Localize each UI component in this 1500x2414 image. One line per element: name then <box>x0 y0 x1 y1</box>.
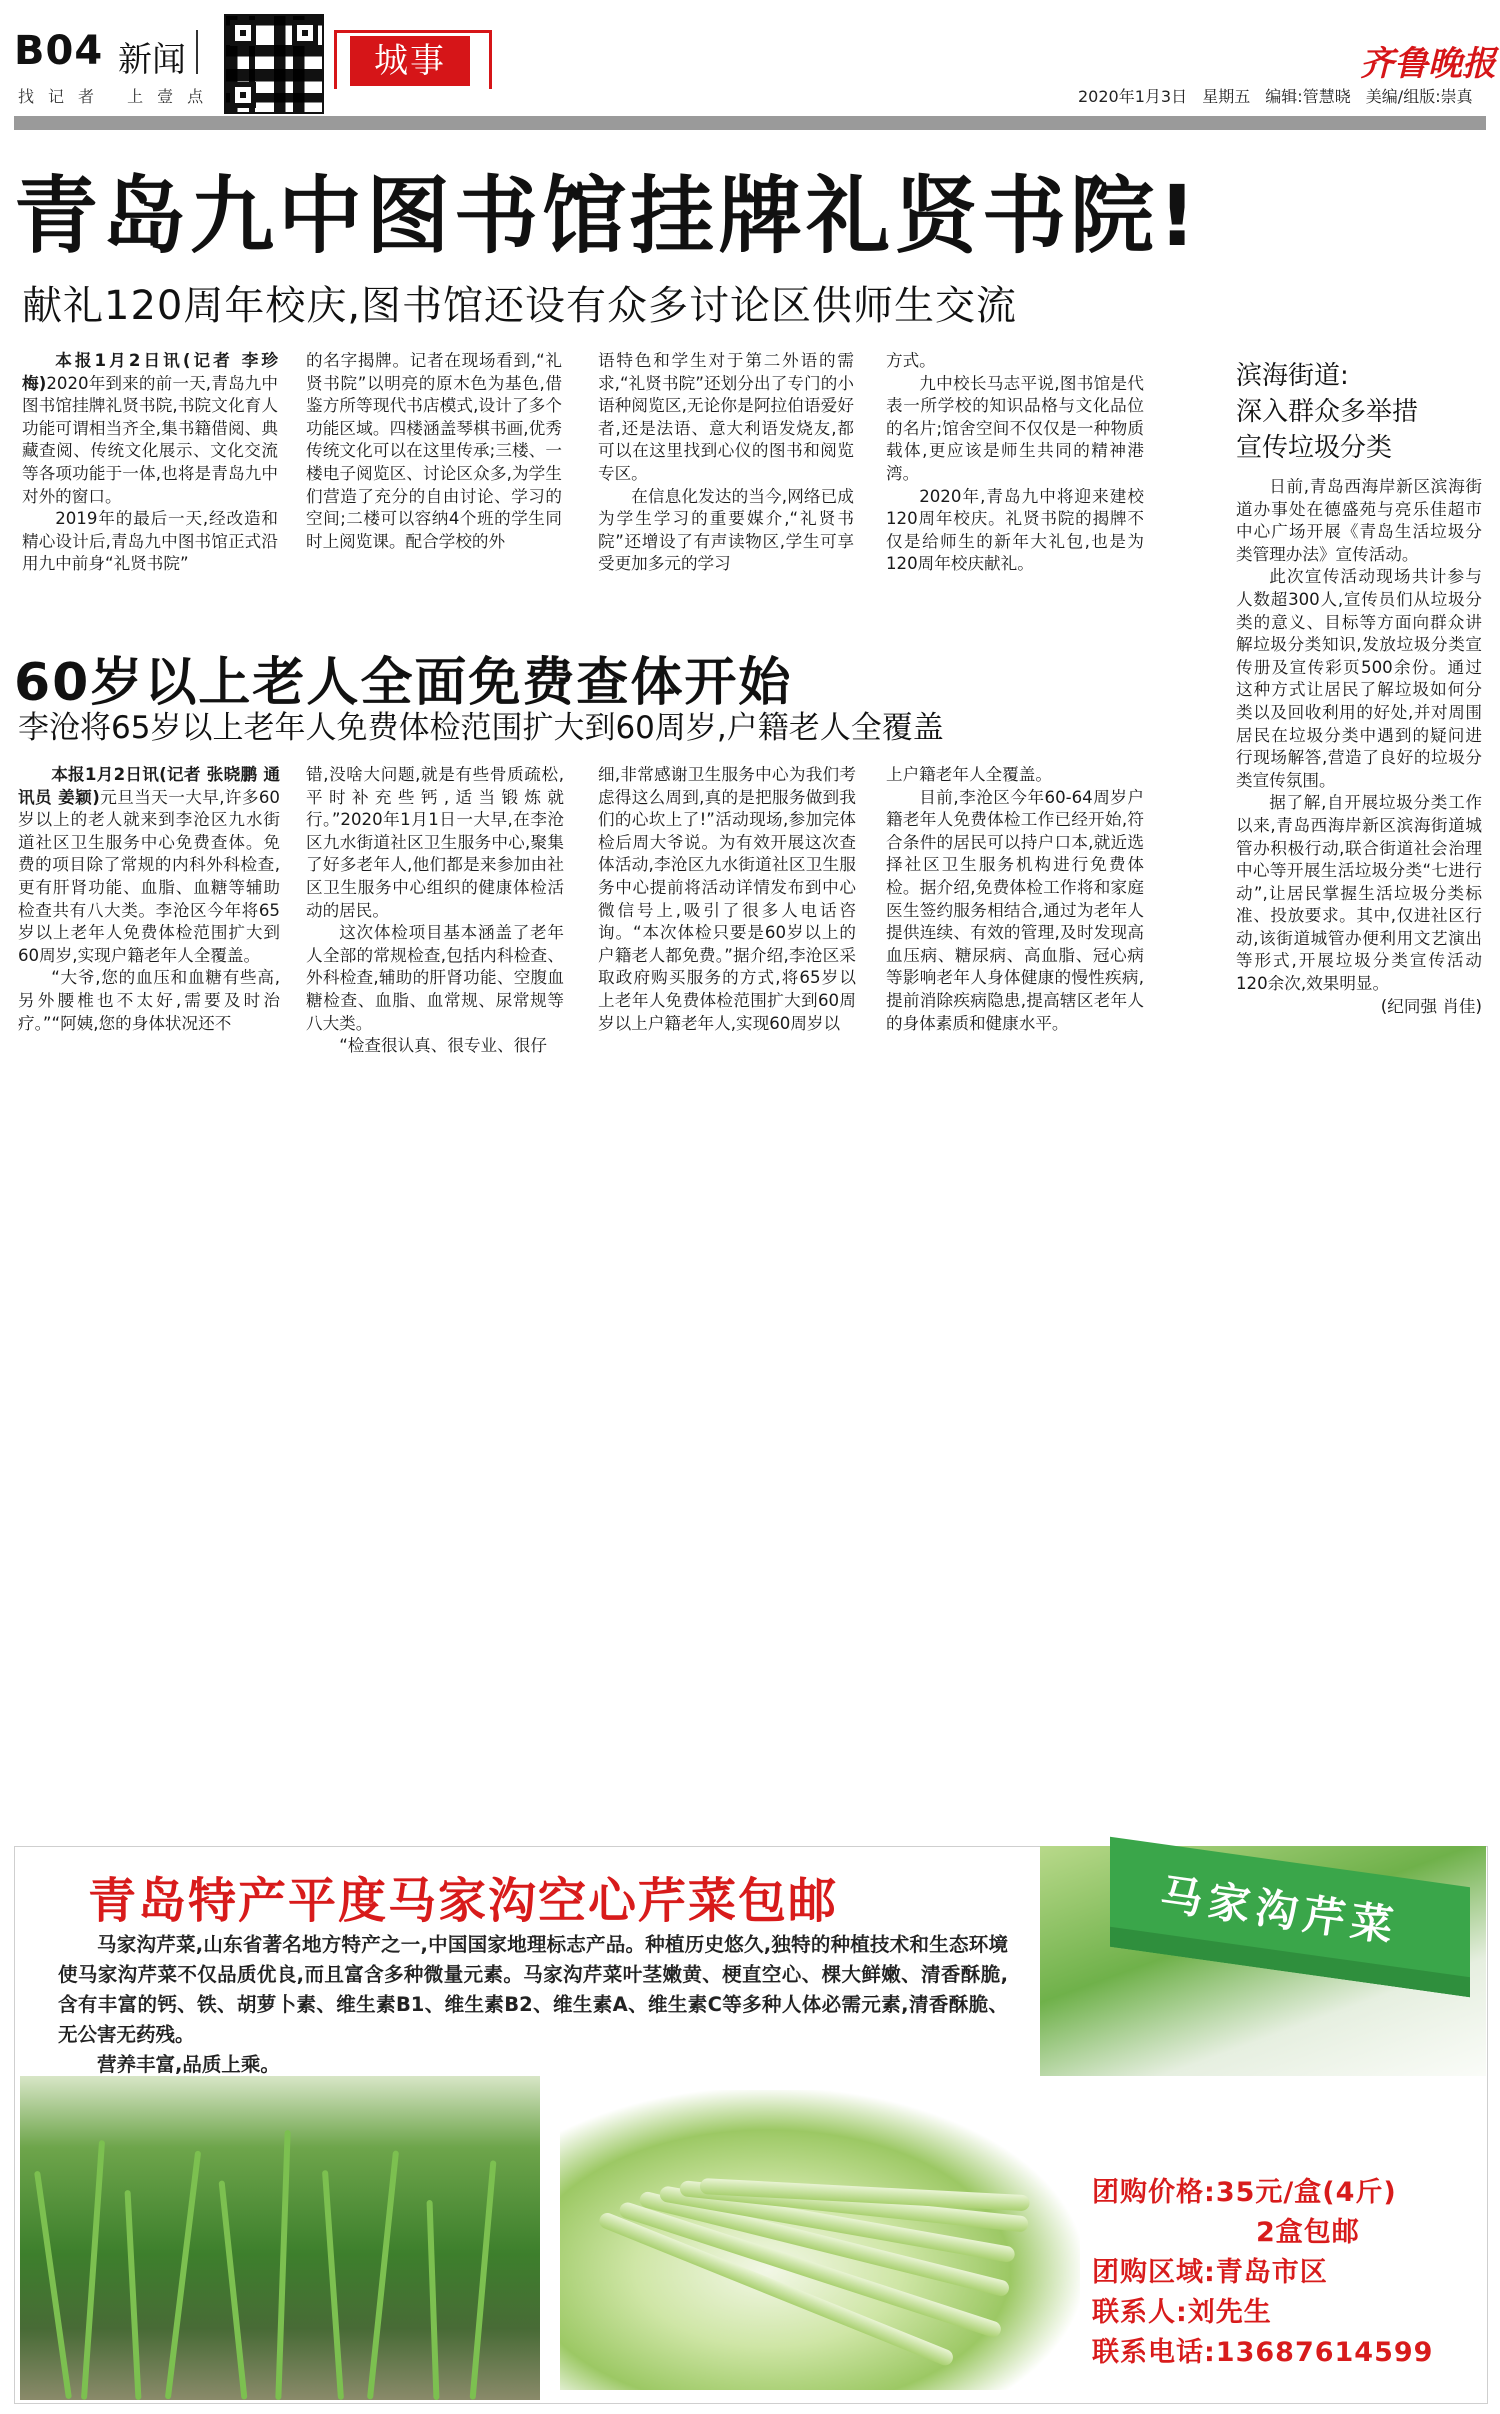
ad-phone: 联系电话:13687614599 <box>1092 2337 1434 2368</box>
article2-column-4 <box>886 764 1144 1035</box>
article1-text: 语特色和学生对于第二外语的需求,“礼贤书院”还划分出了专门的小语种阅览区,无论你是阿拉伯语爱好者,还是法语、意大利语发烧友,都可以在这里找到心仪的图书和阅览专区。 <box>598 351 854 483</box>
article2-column-3 <box>598 764 856 1035</box>
sidebar-text: 此次宣传活动现场共计参与人数超300人,宣传员们从垃圾分类的意义、目标等方面向群众讲解垃圾分类知识,发放垃圾分类宣传册及宣传彩页500余份。通过这种方式让居民了解垃圾如何分类以及回收利用的好处,并对周围居民在垃圾分类中遇到的疑问进行现场解答,营造了良好的垃圾分类宣传氛围。 <box>1236 567 1482 790</box>
header-rule <box>14 116 1486 130</box>
sidebar-headline-line: 深入群众多举措 <box>1236 397 1419 427</box>
ad-shipping: 2盒包邮 <box>1256 2217 1360 2248</box>
article1-text: 2020年到来的前一天,青岛九中图书馆挂牌礼贤书院,书院文化育人功能可谓相当齐全,集书籍借阅、典藏查阅、传统文化展示、文化交流等各项功能于一体,也将是青岛九中对外的窗口。 <box>22 373 278 506</box>
article2-text: “检查很认真、很专业、很仔 <box>339 1036 547 1056</box>
article1-text: 九中校长马志平说,图书馆是代表一所学校的知识品格与文化品位的名片;馆舍空间不仅仅是一种物质载体,更应该是师生共同的精神港湾。 <box>886 373 1144 483</box>
article1-text: 2020年,青岛九中将迎来建校120周年校庆。礼贤书院的揭牌不仅是给师生的新年大礼包,也是为120周年校庆献礼。 <box>886 486 1144 574</box>
ad-body <box>58 1930 1008 2080</box>
article1-column-3 <box>598 350 854 576</box>
article1-column-2 <box>306 350 562 553</box>
ad-contact: 联系人:刘先生 <box>1092 2297 1272 2328</box>
article2-headline: 60岁以上老人全面免费查体开始 <box>14 653 793 713</box>
sidebar-credit: (纪同强 肖佳) <box>1380 996 1482 1016</box>
sidebar-headline-line: 滨海街道: <box>1236 361 1349 391</box>
qr-code-icon[interactable] <box>224 14 324 114</box>
article2-column-1 <box>18 764 280 1035</box>
header-divider <box>196 30 198 74</box>
issue-date: 2020年1月3日 <box>1078 87 1188 106</box>
article2-byline: 本报1月2日讯(记者 张晓鹏 通讯员 姜颖) <box>18 765 280 807</box>
article2-text: 目前,李沧区今年60-64周岁户籍老年人免费体检工作已经开始,符合条件的居民可以持户口本,就近选择社区卫生服务机构进行免费体检。据介绍,免费体检工作将和家庭医生签约服务相结合,通过为老年人提供连续、有效的管理,及时发现高血压病、糖尿病、高血脂、冠心病等影响老年人身体健康的慢性疾病,提前消除疾病隐患,提高辖区老年人的身体素质和健康水平。 <box>886 787 1144 1033</box>
article2-text: 细,非常感谢卫生服务中心为我们考虑得这么周到,真的是把服务做到我们的心坎上了!”活动现场,参加完体检后周大爷说。为有效开展这次查体活动,李沧区九水街道社区卫生服务中心提前将活动详情发布到中心微信号上,吸引了很多人电话咨询。“本次体检只要是60岁以上的户籍老人都免费。”据介绍,李沧区采取政府购买服务的方式,将65岁以上老年人免费体检范围扩大到60周岁以上户籍老年人,实现60周岁以 <box>598 765 856 1033</box>
ad-text: 马家沟芹菜,山东省著名地方特产之一,中国国家地理标志产品。种植历史悠久,独特的种植技术和生态环境使马家沟芹菜不仅品质优良,而且富含多种微量元素。马家沟芹菜叶茎嫩黄、梗直空心、棵大鲜嫩、清香酥脆,含有丰富的钙、铁、胡萝卜素、维生素B1、维生素B2、维生素A、维生素C等多种人体必需元素,清香酥脆、无公害无药残。 <box>58 1933 1008 2046</box>
ad-area: 团购区域:青岛市区 <box>1092 2257 1328 2288</box>
ad-text: 营养丰富,品质上乘。 <box>97 2053 280 2076</box>
celery-box-brand: 马家沟芹菜 <box>1157 1869 1402 1952</box>
article1-byline: 本报1月2日讯(记者 李珍梅) <box>22 351 278 393</box>
issue-weekday: 星期五 <box>1202 87 1251 106</box>
header-slogan: 找记者 上壹点 <box>18 87 218 106</box>
article1-text: 2019年的最后一天,经改造和精心设计后,青岛九中图书馆正式沿用九中前身“礼贤书院” <box>22 509 278 574</box>
article1-headline: 青岛九中图书馆挂牌礼贤书院! <box>14 167 1201 265</box>
sidebar-text: 据了解,自开展垃圾分类工作以来,青岛西海岸新区滨海街道城管办积极行动,联合街道社会治理中心等开展生活垃圾分类“七进行动”,让居民掌握生活垃圾分类标准、投放要求。其中,仅进社区行动,该街道城管办便利用文艺演出等形式,开展垃圾分类宣传活动120余次,效果明显。 <box>1236 793 1482 994</box>
ad-price <box>1092 2170 1397 2209</box>
editor-credit: 编辑:管慧晓 <box>1265 87 1351 106</box>
sidebar-text: 日前,青岛西海岸新区滨海街道办事处在德盛苑与亮乐佳超市中心广场开展《青岛生活垃圾分类管理办法》宣传活动。 <box>1236 477 1482 564</box>
article1-text: 的名字揭牌。记者在现场看到,“礼贤书院”以明亮的原木色为基色,借鉴方所等现代书店模式,设计了多个功能区域。四楼涵盖琴棋书画,优秀传统文化可以在这里传承;三楼、一楼电子阅览区、讨论区众多,为学生们营造了充分的自由讨论、学习的空间;二楼可以容纳4个班的学生同时上阅览课。配合学校的外 <box>306 351 562 551</box>
article2-subheadline: 李沧将65岁以上老年人免费体检范围扩大到60周岁,户籍老人全覆盖 <box>18 710 944 746</box>
ad-price-label: 团购价格: <box>1092 2177 1216 2208</box>
article2-text: 错,没啥大问题,就是有些骨质疏松,平时补充些钙,适当锻炼就行。”2020年1月1日一大早,在李沧区九水街道社区卫生服务中心,聚集了好多老年人,他们都是来参加由社区卫生服务中心组织的健康体检活动的居民。 <box>306 765 564 920</box>
celery-bunch-photo <box>560 2090 1080 2390</box>
article1-column-4 <box>886 350 1144 576</box>
article2-text: “大爷,您的血压和血糖有些高,另外腰椎也不太好,需要及时治疗。”“阿姨,您的身体状况还不 <box>18 968 280 1033</box>
sidebar-headline-line: 宣传垃圾分类 <box>1236 433 1393 463</box>
article2-text: 上户籍老年人全覆盖。 <box>886 765 1052 784</box>
article2-column-2 <box>306 764 564 1058</box>
article1-column-1 <box>22 350 278 576</box>
page-number: B04 <box>14 28 104 74</box>
designer-credit: 美编/组版:崇真 <box>1365 87 1473 106</box>
section-tag: 城事 <box>350 36 470 86</box>
ad-headline: 青岛特产平度马家沟空心芹菜包邮 <box>88 1873 839 1929</box>
newspaper-logo: 齐鲁晚报 <box>1360 44 1496 84</box>
header-info <box>1078 84 1473 107</box>
ad-price-value: 35元/盒(4斤) <box>1215 2177 1397 2208</box>
article1-text: 方式。 <box>886 351 936 370</box>
article2-text: 元旦当天一大早,许多60岁以上的老人就来到李沧区九水街道社区卫生服务中心免费查体。免费的项目除了常规的内科外科检查,更有肝肾功能、血脂、血糖等辅助检查共有八大类。李沧区今年将65岁以上老年人免费体检范围扩大到60周岁,实现户籍老年人全覆盖。 <box>18 787 280 965</box>
celery-field-photo <box>20 2076 540 2400</box>
article1-subheadline: 献礼120周年校庆,图书馆还设有众多讨论区供师生交流 <box>22 283 1018 329</box>
section-name: 新闻 <box>118 40 186 80</box>
article2-text: 这次体检项目基本涵盖了老年人全部的常规检查,包括内科检查、外科检查,辅助的肝肾功能、空腹血糖检查、血脂、血常规、尿常规等八大类。 <box>306 923 564 1033</box>
article1-text: 在信息化发达的当今,网络已成为学生学习的重要媒介,“礼贤书院”还增设了有声读物区,学生可享受更加多元的学习 <box>598 486 854 574</box>
sidebar-headline <box>1236 358 1418 466</box>
sidebar-body <box>1236 476 1482 1018</box>
